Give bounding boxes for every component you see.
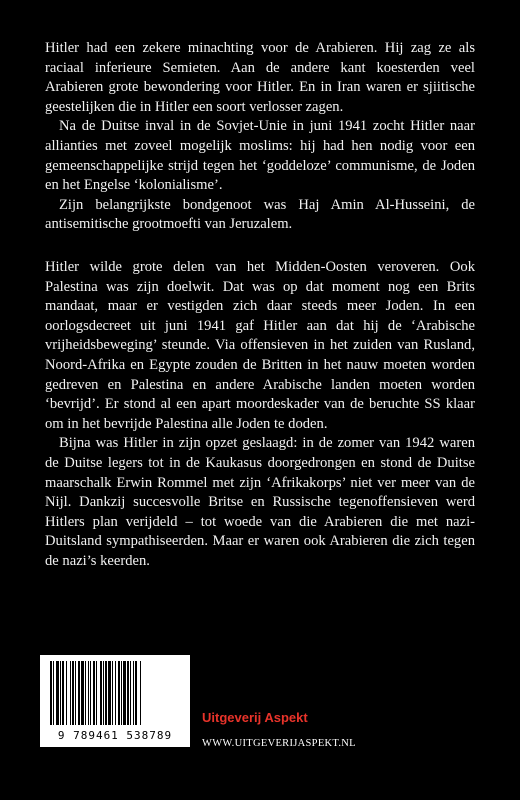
barcode-bar (90, 661, 91, 725)
barcode-bar (70, 661, 71, 725)
isbn-number: 9 789461 538789 (57, 729, 173, 742)
blurb-paragraph: Hitler had een zekere minachting voor de Arabieren. Hij zag ze als raciaal inferieure Semieten. Aan de andere kant koesterden veel Arabieren grote bewondering voor Hitler. En in Iran waren er sjiitische geestelijken die in Hitler een soort verlosser zagen. (45, 40, 475, 115)
barcode-bar (121, 661, 122, 725)
barcode-bar (72, 661, 74, 725)
barcode-bar (81, 661, 84, 725)
barcode-bar (53, 661, 54, 725)
barcode-bar (118, 661, 120, 725)
barcode-bar (93, 661, 95, 725)
barcode-bar (123, 661, 126, 725)
barcode-bars (48, 661, 182, 729)
publisher-website: WWW.UITGEVERIJASPEKT.NL (202, 738, 356, 749)
barcode-bar (85, 661, 86, 725)
barcode (40, 655, 190, 747)
barcode-bar (50, 661, 52, 725)
blurb-paragraph: Na de Duitse inval in de Sovjet-Unie in juni 1941 zocht Hitler naar allianties met zoveel mogelijk moslims: hij had hen nodig voor een gemeenschappelijke strijd tegen het ‘goddeloze’ communisme, de Joden en het Engelse ‘kolonialisme’. (45, 118, 475, 194)
barcode-bar (66, 661, 67, 725)
blurb-paragraph: Zijn belangrijkste bondgenoot was Haj Amin Al-Husseini, de antisemitische grootmoefti van Jeruzalem. (45, 196, 475, 233)
publisher-name: Uitgeverij Aspekt (202, 710, 308, 725)
blurb-paragraph: Bijna was Hitler in zijn opzet geslaagd: in de zomer van 1942 waren de Duitse legers tot in de Kaukasus doorgedrongen en stond de Duitse maarschalk Erwin Rommel met zijn ‘Afrikakorps’ niet ver meer van de Nijl. Dankzij succesvolle Britse en Russische tegenoffensieven werd Hitlers plan verijdeld – tot woede van die Arabieren die met nazi-Duitsland sympathiseerden. Maar er waren ook Arabieren die zich tegen de nazi’s keerden. (45, 435, 475, 569)
barcode-bar (112, 661, 113, 725)
blurb-paragraph: Hitler wilde grote delen van het Midden-Oosten veroveren. Ook Palestina was zijn doelwit. Dat was op dat moment nog een Brits mandaat, maar er vestigden zich daar steeds meer Joden. In een oorlogsdecreet uit juni 1941 gaf Hitler aan dat hij de ‘Arabische vrijheidsbeweging’ steunde. Via offensieven in het zuiden van Rusland, Noord-Afrika en Egypte zouden de Britten in het nauw moeten worden gedreven en Palestina en andere Arabische landen moeten worden ‘bevrijd’. Er stond al een apart moordeskader van de beruchte SS klaar om in het bevrijde Palestina alle Joden te doden. (45, 259, 475, 432)
barcode-bar (133, 661, 134, 725)
barcode-bar (105, 661, 107, 725)
barcode-bar (60, 661, 61, 725)
barcode-bar (100, 661, 102, 725)
barcode-bar (62, 661, 64, 725)
barcode-bar (140, 661, 141, 725)
barcode-bar (135, 661, 137, 725)
barcode-bar (130, 661, 131, 725)
barcode-bar (103, 661, 104, 725)
blurb-section-2 (45, 258, 475, 572)
barcode-bar (108, 661, 111, 725)
blurb-section-1 (45, 39, 475, 235)
barcode-bar (115, 661, 116, 725)
barcode-bar (75, 661, 76, 725)
barcode-bar (88, 661, 89, 725)
barcode-bar (56, 661, 59, 725)
barcode-bar (78, 661, 80, 725)
barcode-bar (96, 661, 97, 725)
barcode-bar (127, 661, 129, 725)
